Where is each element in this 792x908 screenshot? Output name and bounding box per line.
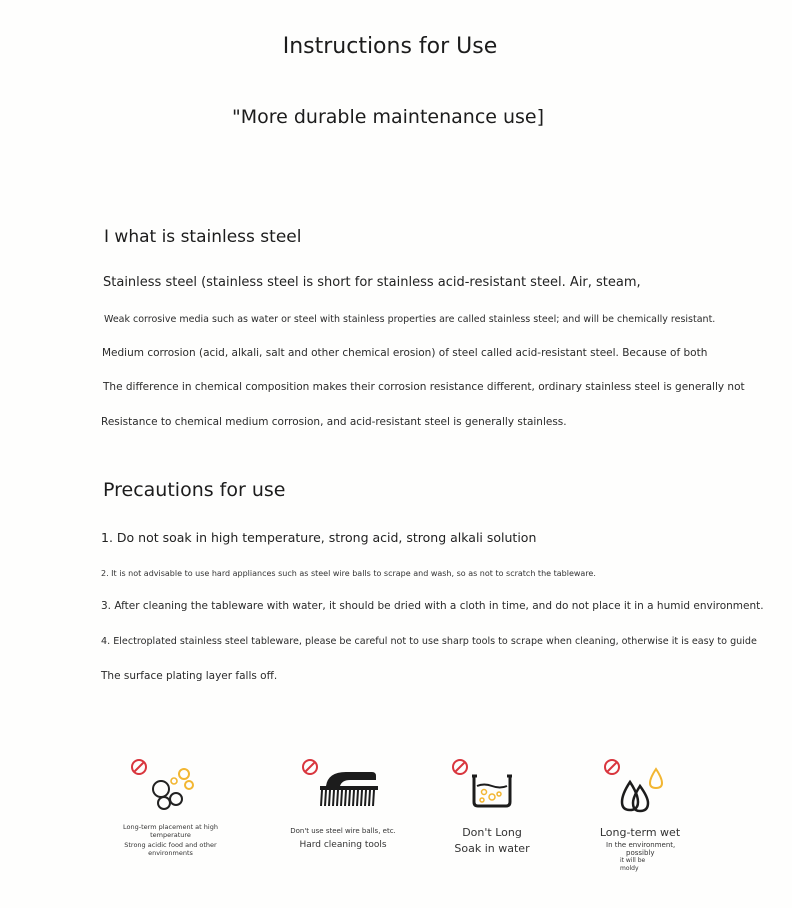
section-heading-what-is-stainless: I what is stainless steel (104, 227, 302, 247)
prohibit-icon (132, 760, 146, 774)
section1-line: Weak corrosive media such as water or steel with stainless properties are called stainless steel; and will be chemically resistant. (104, 314, 716, 325)
caption-line: environments (148, 848, 193, 857)
prohibit-icon (605, 760, 619, 774)
icon3-caption (437, 826, 547, 855)
precaution-line: 3. After cleaning the tableware with water, it should be dried with a cloth in time, and do not place it in a humid environment. (101, 600, 764, 612)
caption-line: possibly (626, 849, 655, 857)
no-high-temp-acid-group (128, 756, 208, 816)
icon1-caption (113, 824, 228, 857)
caption-line: Don't Long (462, 826, 522, 839)
prohibit-icon (453, 760, 467, 774)
no-hard-tools-group (300, 756, 384, 812)
section1-line: Medium corrosion (acid, alkali, salt and other chemical erosion) of steel called acid-resistant steel. Because of both (102, 347, 708, 359)
brush-icon (300, 756, 384, 812)
precaution-line: 2. It is not advisable to use hard appliances such as steel wire balls to scrape and wash, so as not to scratch the tableware. (101, 569, 596, 578)
caption-line: Don't use steel wire balls, etc. (290, 827, 396, 835)
caption-line: temperature (150, 830, 191, 839)
caption-line: In the environment, (606, 841, 676, 849)
prohibit-icon (303, 760, 317, 774)
caption-line: Long-term placement at high (123, 823, 218, 831)
water-basin-icon (450, 756, 520, 812)
icon2-caption (283, 827, 403, 850)
bubbles-icon (128, 756, 208, 816)
section1-line: The difference in chemical composition makes their corrosion resistance different, ordinary stainless steel is generally not (103, 381, 745, 393)
precaution-line: 1. Do not soak in high temperature, strong acid, strong alkali solution (101, 530, 537, 545)
caption-line: moldy (620, 865, 639, 872)
page-title: Instructions for Use (282, 34, 498, 59)
caption-line: Strong acidic food and other (124, 841, 217, 849)
droplets-icon (602, 756, 672, 816)
caption-line: Soak in water (454, 842, 530, 855)
precaution-line: 4. Electroplated stainless steel tableware, please be careful not to use sharp tools to scrape when cleaning, otherwise it is easy to guide (101, 636, 757, 647)
icon4-caption-detail (606, 841, 675, 873)
section-heading-precautions: Precautions for use (103, 479, 286, 501)
section1-line: Stainless steel (stainless steel is short for stainless acid-resistant steel. Air, steam, (103, 275, 641, 290)
no-humid-environment-group (602, 756, 672, 816)
precaution-line: The surface plating layer falls off. (101, 670, 278, 682)
caption-line: Hard cleaning tools (299, 840, 387, 850)
section1-line: Resistance to chemical medium corrosion, and acid-resistant steel is generally stainless. (101, 416, 567, 428)
no-long-soak-group (450, 756, 520, 812)
page-subtitle: "More durable maintenance use] (231, 106, 545, 128)
caption-line: Long-term wet (599, 826, 681, 839)
icon4-caption (590, 826, 690, 839)
caption-line: it will be (620, 857, 646, 864)
